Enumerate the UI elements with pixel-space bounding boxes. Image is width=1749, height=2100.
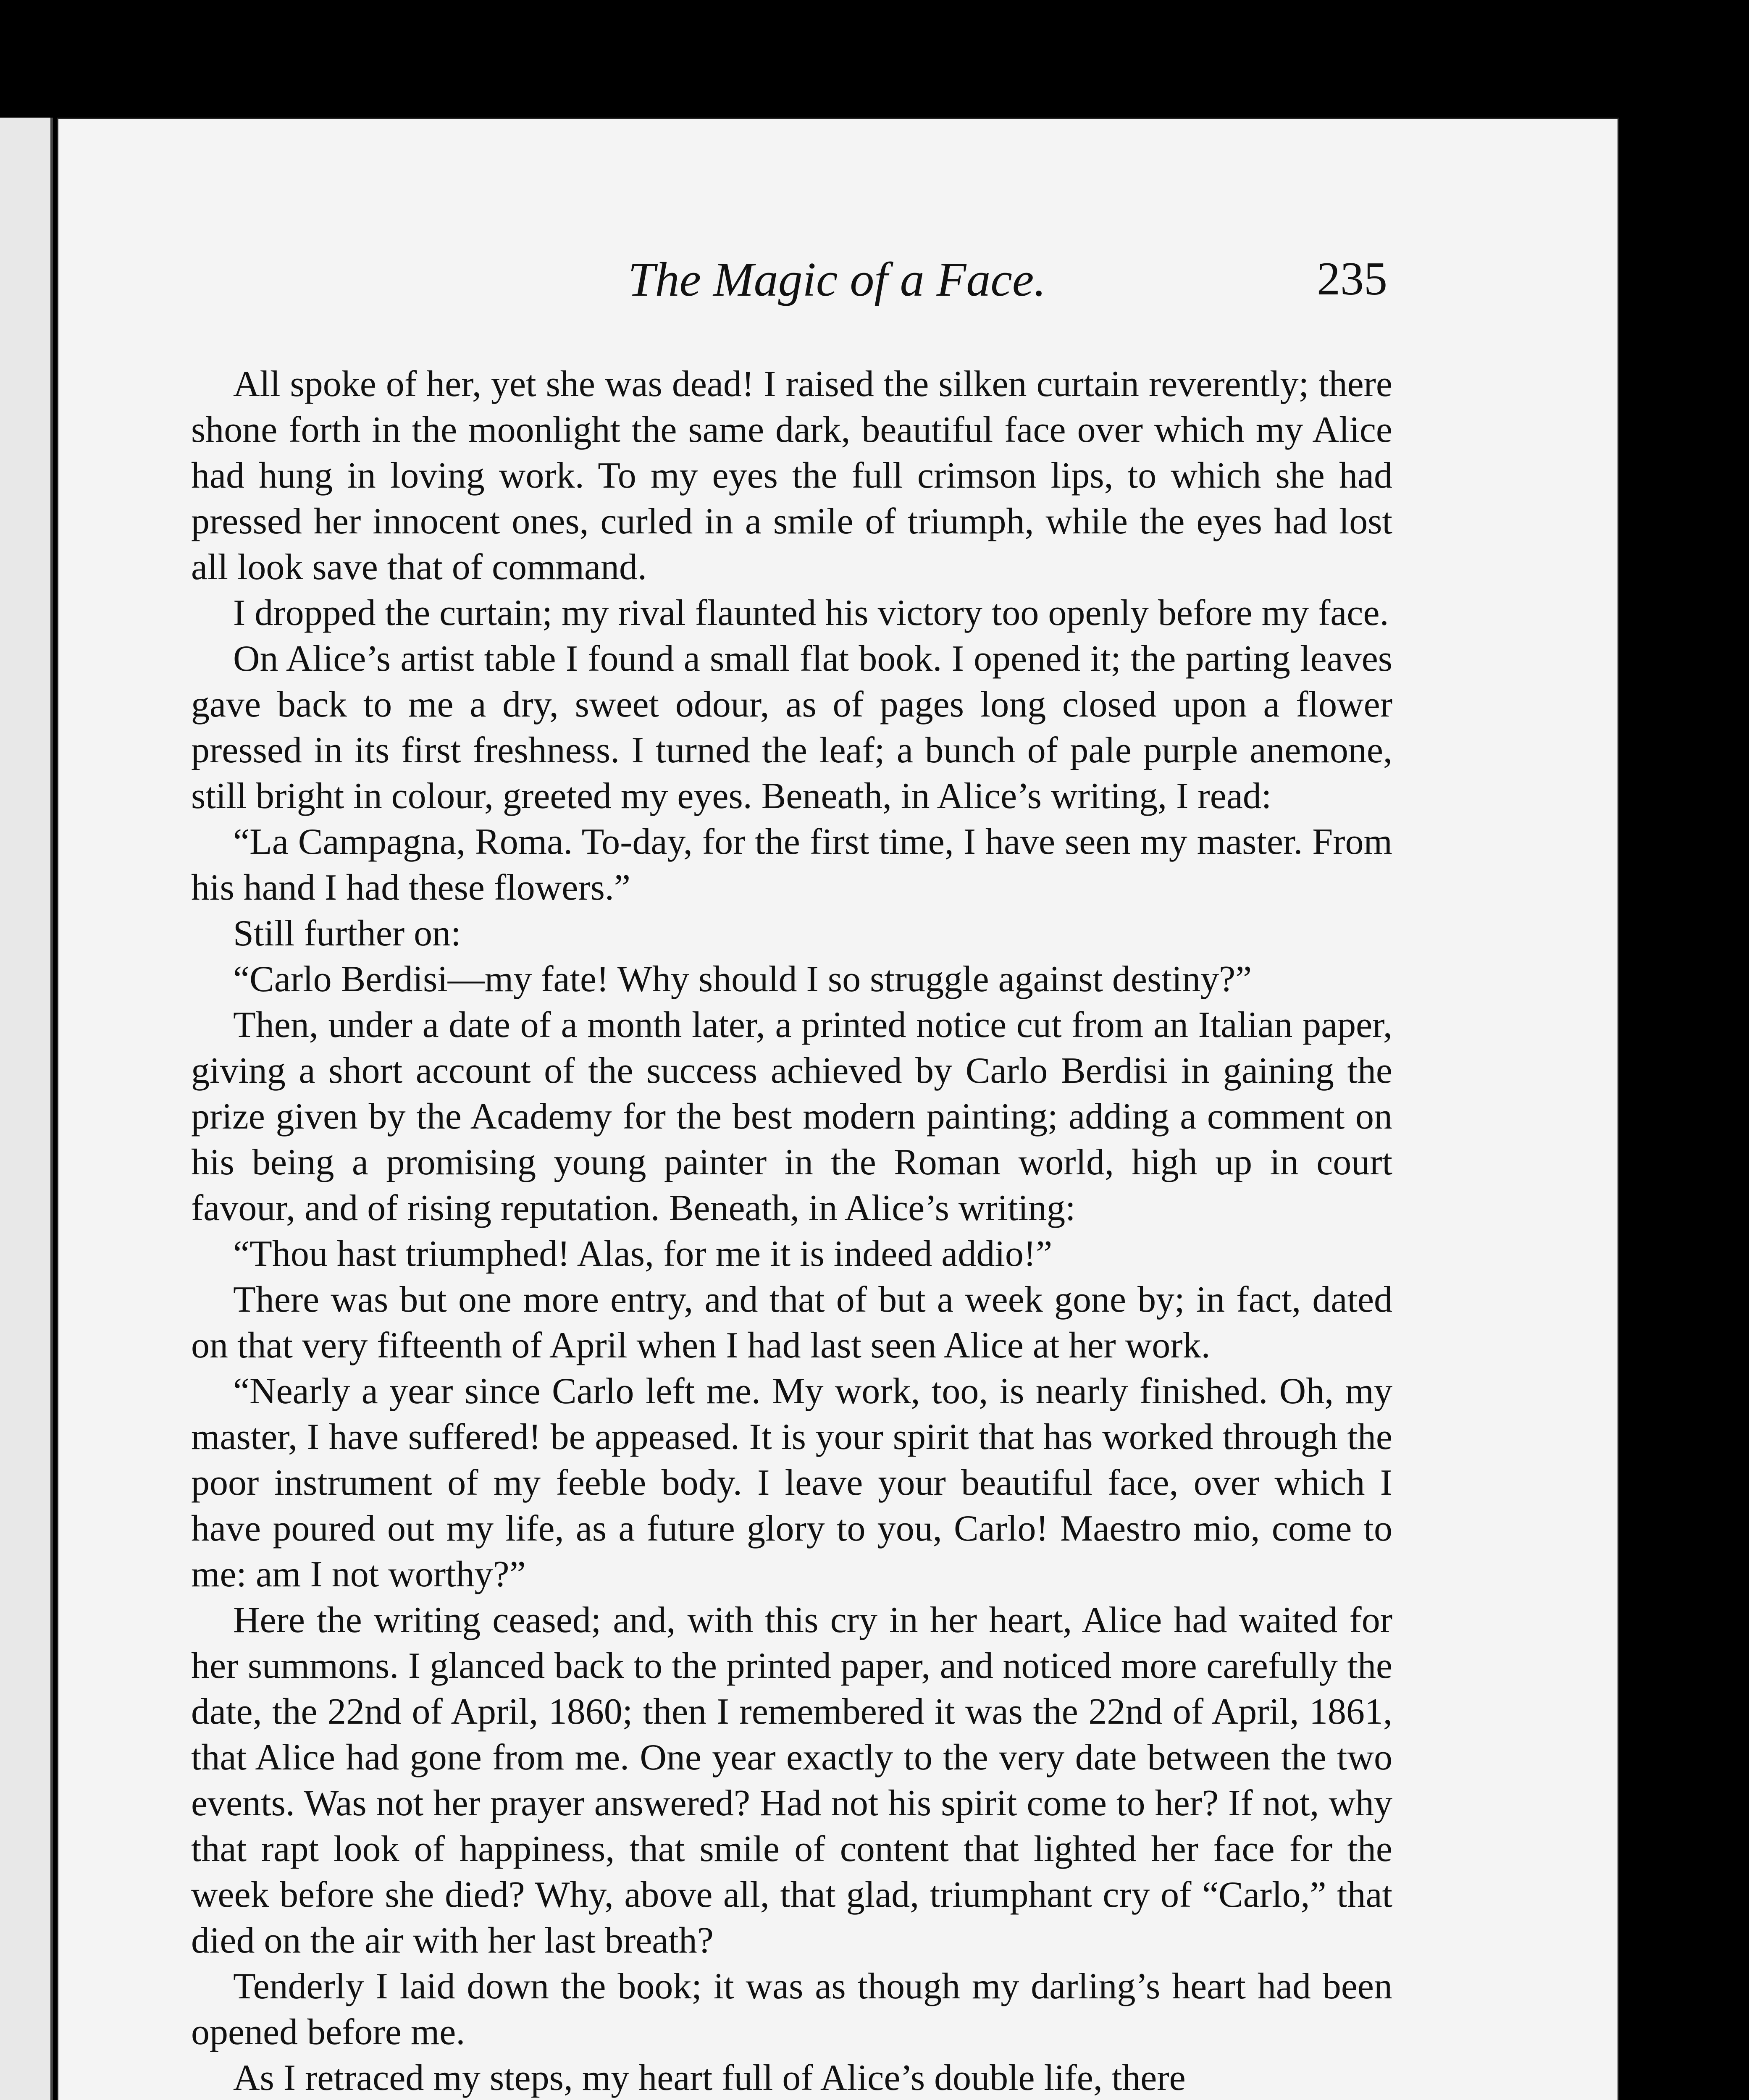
paragraph: “La Campagna, Roma. To-day, for the first time, I have seen my master. From his hand I had these flowers.” <box>191 822 1392 908</box>
paragraph: Then, under a date of a month later, a printed notice cut from an Italian paper, giving a short account of the success achieved by Carlo Berdisi in gaining the prize given by the Academy for the best modern painting; adding a comment on his being a promising young painter in the Roman world, high up in court favour, and of rising reputation. Beneath, in Alice’s writing: <box>191 1005 1392 1228</box>
page-number: 235 <box>1317 253 1387 305</box>
paragraph: All spoke of her, yet she was dead! I raised the silken curtain reverently; there shone forth in the moonlight the same dark, beautiful face over which my Alice had hung in loving work. To my eyes the full crimson lips, to which she had pressed her innocent ones, curled in a smile of triumph, while the eyes had lost all look save that of command. <box>191 364 1392 588</box>
previous-page-edge <box>0 118 53 2100</box>
paragraph: Here the writing ceased; and, with this cry in her heart, Alice had waited for her summons. I glanced back to the printed paper, and noticed more carefully the date, the 22nd of April, 1860; then I remembered it was the 22nd of April, 1861, that Alice had gone from me. One year exactly to the very date between the two events. Was not her prayer answered? Had not his spirit come to her? If not, why that rapt look of happiness, that smile of content that lighted her face for the week before she died? Why, above all, that glad, triumphant cry of “Carlo,” that died on the air with her last breath? <box>191 1600 1392 1961</box>
paragraph: On Alice’s artist table I found a small flat book. I opened it; the parting leaves gave back to me a dry, sweet odour, as of pages long closed upon a flower pressed in its first freshness. I turned the leaf; a bunch of pale purple anemone, still bright in colour, greeted my eyes. Beneath, in Alice’s writing, I read: <box>191 638 1392 816</box>
paragraph: As I retraced my steps, my heart full of Alice’s double life, there <box>233 2058 1186 2098</box>
paragraph: Still further on: <box>233 913 461 954</box>
running-title: The Magic of a Face. <box>628 253 1046 307</box>
book-page <box>57 118 1619 2100</box>
paragraph: Tenderly I laid down the book; it was as though my darling’s heart had been opened before me. <box>191 1966 1392 2053</box>
paragraph: “Thou hast triumphed! Alas, for me it is indeed addio!” <box>233 1234 1053 1274</box>
paragraph: “Carlo Berdisi—my fate! Why should I so struggle against destiny?” <box>233 959 1252 1000</box>
body-text <box>191 361 1392 2100</box>
paragraph: “Nearly a year since Carlo left me. My work, too, is nearly finished. Oh, my master, I have suffered! be appeased. It is your spirit that has worked through the poor instrument of my feeble body. I leave your beautiful face, over which I have poured out my life, as a future glory to you, Carlo! Maestro mio, come to me: am I not worthy?” <box>191 1371 1392 1595</box>
paragraph: There was but one more entry, and that of but a week gone by; in fact, dated on that very fifteenth of April when I had last seen Alice at her work. <box>191 1279 1392 1366</box>
paragraph: I dropped the curtain; my rival flaunted his victory too openly before my face. <box>233 593 1389 633</box>
